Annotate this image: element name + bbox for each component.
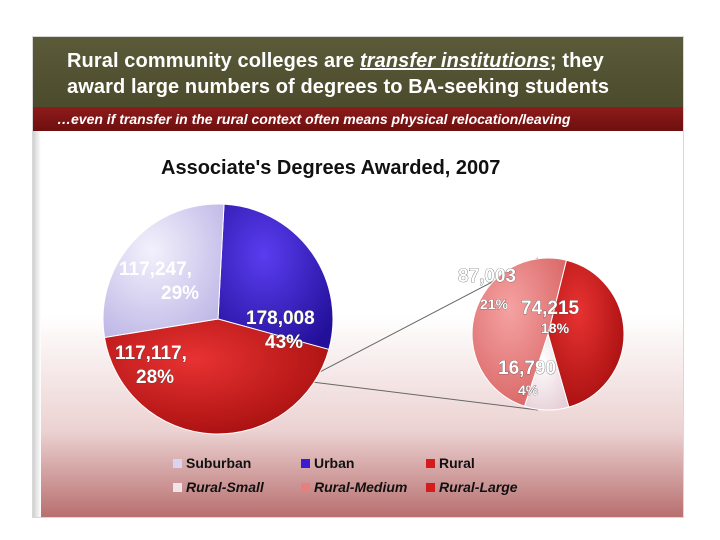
legend-item-rural-small [173, 479, 264, 495]
headline-post: ; they [549, 50, 604, 72]
legend-label: Urban [314, 455, 355, 471]
data-label-rural-pct: 43% [265, 332, 304, 353]
headline-emphasis: transfer institutions [360, 50, 550, 72]
legend-swatch [301, 483, 310, 492]
data-label-urban-pct: 29% [161, 283, 200, 304]
data-label-rural-large-value: 74,215 [521, 298, 580, 319]
legend-item-urban [301, 455, 354, 471]
legend-label: Rural [439, 455, 475, 471]
data-label-rural-large-pct: 18% [541, 320, 570, 336]
legend-label: Rural-Medium [314, 479, 408, 495]
data-label-rural-small-value: 16,790 [498, 358, 557, 379]
legend-swatch [173, 459, 182, 468]
legend-item-rural-large [426, 479, 518, 495]
data-label-rural-medium-pct: 21% [480, 296, 509, 312]
legend-label: Rural-Large [439, 479, 518, 495]
headline-pre: Rural community colleges are [67, 50, 360, 72]
legend-swatch [426, 459, 435, 468]
pie-charts [33, 37, 683, 517]
legend-swatch [173, 483, 182, 492]
data-label-rural-small-pct: 4% [518, 382, 539, 398]
legend-swatch [301, 459, 310, 468]
legend-swatch [426, 483, 435, 492]
chart-title: Associate's Degrees Awarded, 2007 [161, 157, 501, 179]
slide [33, 37, 683, 517]
data-label-suburban-pct: 28% [136, 367, 175, 388]
legend-item-rural-medium [301, 479, 407, 495]
legend-item-rural [426, 455, 475, 471]
data-label-suburban-value: 117,117, [115, 343, 187, 364]
data-label-rural-value: 178,008 [246, 308, 315, 329]
data-label-rural-medium-value: 87,003 [458, 266, 517, 287]
headline-line-2: award large numbers of degrees to BA-seeking students [67, 76, 610, 98]
legend-item-suburban [173, 455, 251, 471]
subtitle: …even if transfer in the rural context often means physical relocation/leaving [57, 111, 571, 127]
data-label-urban-value: 117,247, [119, 259, 192, 280]
legend-label: Suburban [186, 455, 252, 471]
legend-label: Rural-Small [186, 479, 264, 495]
